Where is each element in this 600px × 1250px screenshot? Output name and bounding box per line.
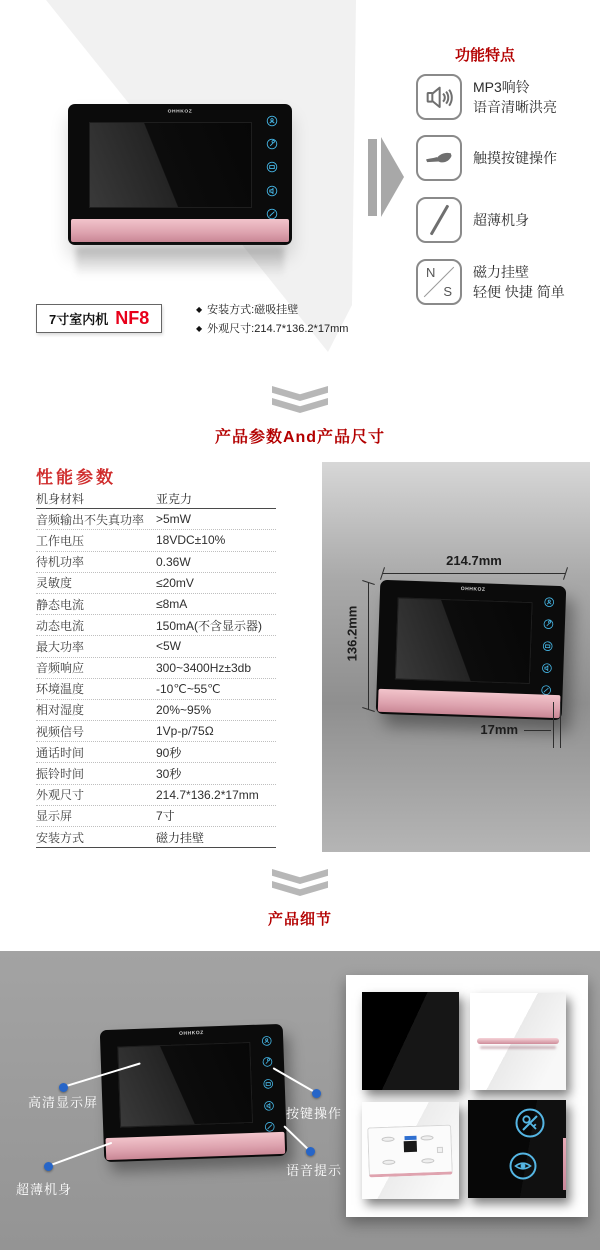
model-code: NF8 [115,308,150,328]
brand-logo: OHHKOZ [460,585,486,593]
monitor-button-icon [263,1078,274,1089]
device-reflection [76,247,284,287]
diamond-bullet-icon: ◆ [196,323,203,333]
hangup-button-icon [540,684,551,695]
spec-value: ≤20mV [156,575,194,590]
spec-row [36,615,276,636]
callout-buttons: 按键操作 [286,1106,343,1121]
spec-label: 振铃时间 [36,767,85,782]
spec-value: >5mW [156,512,192,527]
volume-button-icon [263,1100,274,1111]
height-dimension-label: 136.2mm [344,605,360,662]
slim-icon [416,197,462,243]
detail-photo-side-profile [470,993,566,1090]
spec-row [36,552,276,573]
arrow-right-icon [381,137,404,217]
feature-magnet [473,259,599,305]
double-chevron-down-icon [272,869,328,896]
spec-label: 环境温度 [36,682,85,697]
spec-row [36,636,276,657]
magnet-icon [416,259,462,305]
device-screen [89,122,251,208]
spec-value: 300~3400Hz±3db [156,660,251,675]
diamond-bullet-icon: ◆ [196,304,203,314]
depth-tick-line [560,702,561,748]
callout-dot [306,1147,315,1156]
spec-row [36,785,276,806]
depth-dimension-line [524,730,551,731]
spec-row [36,594,276,615]
spec-value: 0.36W [156,554,191,569]
callout-slim: 超薄机身 [16,1182,73,1197]
spec-row [36,700,276,721]
callout-voice: 语音提示 [286,1163,343,1178]
feature-line: 触摸按键操作 [473,150,557,166]
device-pink-band [106,1132,285,1160]
double-chevron-down-icon [272,386,328,413]
call-button-icon [261,1035,272,1046]
spec-table [36,488,276,848]
side-profile-bar [477,1038,559,1044]
spec-label: 音频输出不失真功率 [36,512,145,527]
detail-photo-touch-icons [468,1100,566,1198]
callout-dot [44,1162,53,1171]
feature-line: 轻便 快捷 简单 [473,284,565,300]
intercom-device-detail [100,1024,287,1162]
device-screen [395,598,533,684]
bullet-text: 外观尺寸:214.7*136.2*17mm [207,323,349,335]
touch-buttons [536,596,560,696]
intercom-device [68,104,292,245]
model-label-box [36,304,162,333]
speaker-icon [416,74,462,120]
feature-line: 超薄机身 [473,212,529,228]
spec-label: 相对湿度 [36,703,85,718]
detail-photo-panel [346,975,588,1217]
spec-value: 90秒 [156,745,182,760]
hangup-button-icon [264,1121,275,1132]
spec-label: 灵敏度 [36,576,73,591]
connector-blue [404,1136,416,1140]
feature-line: MP3响铃 [473,79,530,95]
eye-icon [507,1150,539,1182]
spec-value: ≤8mA [156,597,188,612]
spec-row [36,509,276,530]
details-divider-title: 产品细节 [267,911,332,928]
spec-value: <5W [156,639,182,654]
spec-label: 待机功率 [36,555,85,570]
spec-label: 显示屏 [36,809,73,824]
spec-row [36,721,276,742]
spec-value: 30秒 [156,767,182,782]
arrow-bar [368,139,377,216]
unlock-button-icon [266,138,278,150]
spec-label: 工作电压 [36,533,85,548]
spec-value: 亚克力 [156,491,193,506]
spec-label: 外观尺寸 [36,788,85,803]
volume-button-icon [541,662,552,673]
product-name: 7寸室内机 [49,312,109,327]
unlock-crossed-icon [513,1106,547,1140]
unlock-button-icon [262,1056,273,1067]
back-panel-switch [437,1147,443,1153]
side-profile-shadow [480,1046,556,1049]
pink-edge [563,1138,566,1190]
device-screen [118,1042,253,1127]
callout-screen: 高清显示屏 [28,1095,99,1110]
spec-label: 视频信号 [36,724,85,739]
hangup-button-icon [266,208,278,220]
height-dimension-line [368,583,369,709]
monitor-button-icon [542,640,553,651]
spec-label: 动态电流 [36,618,85,633]
callout-dot [59,1083,68,1092]
volume-button-icon [266,185,278,197]
spec-row [36,658,276,679]
spec-value: -10℃~55℃ [156,681,221,696]
touch-buttons [260,115,285,219]
spec-row [36,806,276,827]
spec-row [36,530,276,551]
spec-value: 磁力挂壁 [156,830,205,845]
device-pink-band [71,219,289,242]
bullet-size [196,320,348,336]
spec-value: 1Vp-p/75Ω [156,724,214,739]
spec-row [36,573,276,594]
touch-buttons [257,1035,281,1133]
depth-tick-line [553,702,554,748]
spec-value: 18VDC±10% [156,533,226,548]
intercom-device-dimension [376,580,567,720]
spec-value: 20%~95% [156,702,212,717]
spec-row [36,488,276,509]
magnet-south-label: S [443,284,452,299]
spec-label: 通话时间 [36,745,85,760]
feature-line: 磁力挂壁 [473,264,529,280]
spec-row [36,827,276,848]
spec-value: 150mA(不含显示器) [156,618,263,633]
detail-photo-back-panel [362,1102,459,1199]
spec-value: 214.7*136.2*17mm [156,787,259,802]
params-divider-title: 产品参数And产品尺寸 [214,429,386,446]
hero-bullet-list [196,301,348,336]
back-panel [367,1125,453,1178]
spec-row [36,763,276,784]
spec-label: 音频响应 [36,661,85,676]
brand-logo: OHHKOZ [178,1029,204,1037]
device-pink-band [378,689,560,717]
feature-touch [473,135,599,181]
call-button-icon [543,596,554,607]
spec-label: 机身材料 [36,491,85,506]
spec-label: 最大功率 [36,639,85,654]
width-dimension-line [383,573,565,574]
width-dimension-label: 214.7mm [446,553,502,568]
brand-logo: OHHKOZ [167,107,193,114]
spec-label: 静态电流 [36,597,85,612]
unlock-button-icon [543,618,554,629]
spec-row [36,742,276,763]
bullet-install [196,301,348,317]
feature-ringtone [473,74,599,120]
bullet-text: 安装方式:磁吸挂壁 [207,304,299,316]
spec-row [36,679,276,700]
callout-dot [312,1089,321,1098]
feature-line: 语音清晰洪亮 [473,99,557,115]
call-button-icon [266,115,278,127]
specs-title: 性能参数 [36,468,116,487]
spec-value: 7寸 [156,809,175,824]
detail-photo-screen [362,992,459,1090]
depth-dimension-label: 17mm [480,722,518,737]
monitor-button-icon [266,161,278,173]
connector-socket [404,1141,417,1152]
features-title: 功能特点 [454,47,515,64]
dimension-panel [322,462,590,852]
touch-icon [416,135,462,181]
feature-slim [473,197,599,243]
magnet-north-label: N [426,265,436,280]
spec-label: 安装方式 [36,830,85,845]
